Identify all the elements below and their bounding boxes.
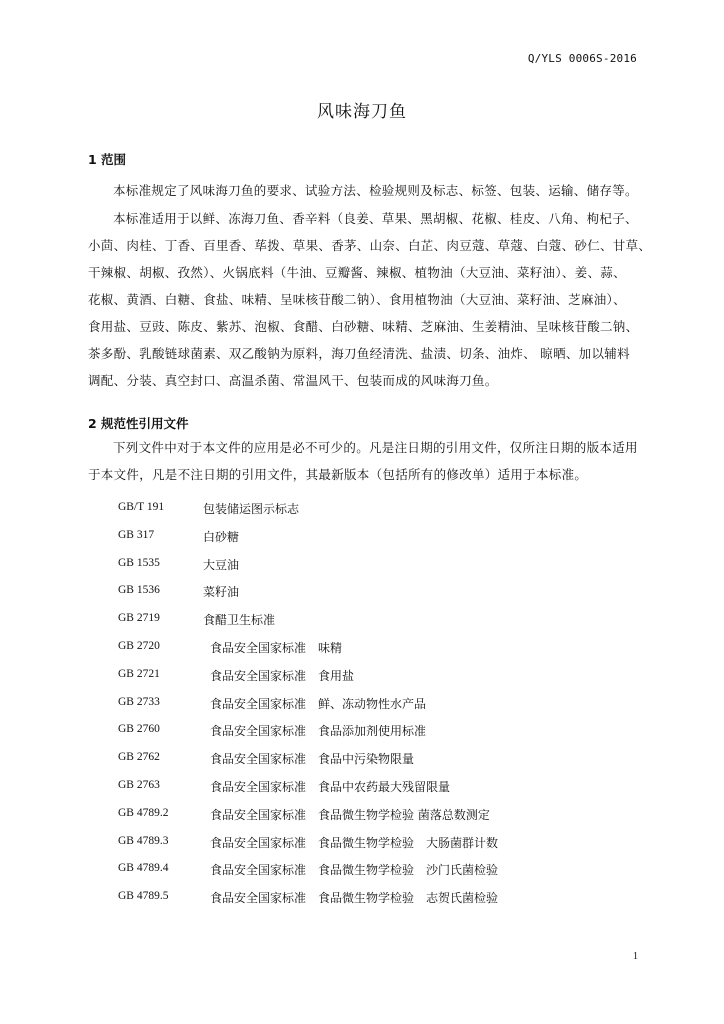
reference-code: GB 1536 <box>118 584 160 597</box>
reference-title: 白砂糖 <box>203 529 240 544</box>
reference-title: 食品安全国家标准 食品微生物学检验 沙门氏菌检验 <box>210 863 499 878</box>
text-line: 本标准适用于以鲜、冻海刀鱼、香辛料（良姜、草果、黑胡椒、花椒、桂皮、八角、枸杞子、 <box>113 211 638 226</box>
text-line: 茶多酚、乳酸链球菌素、双乙酸钠为原料，海刀鱼经清洗、盐渍、切条、油炸、 晾晒、加以辅料 <box>88 346 630 361</box>
reference-code: GB 317 <box>118 528 155 541</box>
reference-title: 包装储运图示标志 <box>203 502 300 516</box>
section-1-heading: 1 范围 <box>88 152 127 167</box>
reference-code: GB 2719 <box>118 612 160 625</box>
text-line: 本标准规定了风味海刀鱼的要求、试验方法、检验规则及标志、标签、包装、运输、储存等。 <box>113 183 638 198</box>
reference-code: GB/T 191 <box>118 501 165 513</box>
reference-code: GB 4789.5 <box>118 890 169 903</box>
section-2-paragraph <box>88 434 643 488</box>
section-1-paragraph-1 <box>88 177 643 204</box>
reference-code: GB 2721 <box>118 667 160 680</box>
reference-code: GB 4789.4 <box>118 862 169 875</box>
reference-title: 菜籽油 <box>203 585 240 600</box>
document-code: Q/YLS 0006S-2016 <box>527 52 637 65</box>
reference-title: 大豆油 <box>203 557 240 572</box>
text-line: 下列文件中对于本文件的应用是必不可少的。凡是注日期的引用文件，仅所注日期的版本适用 <box>113 440 638 455</box>
text-line: 干辣椒、胡椒、孜然）、火锅底料（牛油、豆瓣酱、辣椒、植物油（大豆油、菜籽油）、姜、蒜、 <box>88 265 626 280</box>
reference-code: GB 2763 <box>118 778 160 791</box>
text-line: 食用盐、豆豉、陈皮、紫苏、泡椒、食醋、白砂糖、味精、芝麻油、生姜精油、呈味核苷酸二钠、 <box>88 319 639 334</box>
reference-code: GB 4789.2 <box>118 806 169 819</box>
reference-title: 食品安全国家标准 食品微生物学检验 大肠菌群计数 <box>210 835 499 850</box>
reference-title: 食品安全国家标准 味精 <box>210 640 343 655</box>
reference-title: 食品安全国家标准 食品微生物学检验 志贺氏菌检验 <box>210 891 499 906</box>
document-title: 风味海刀鱼 <box>317 102 407 122</box>
reference-title: 食品安全国家标准 食品微生物学检验 菌落总数测定 <box>210 807 490 822</box>
section-1-paragraph-2 <box>88 205 652 394</box>
page-number: 1 <box>633 951 638 962</box>
reference-title: 食醋卫生标准 <box>203 613 276 628</box>
reference-title: 食品安全国家标准 食品中农药最大残留限量 <box>210 779 451 794</box>
reference-code: GB 2762 <box>118 751 160 764</box>
section-2-heading: 2 规范性引用文件 <box>88 416 189 431</box>
reference-code: GB 2733 <box>118 695 160 708</box>
reference-code: GB 4789.3 <box>118 834 169 847</box>
reference-title: 食品安全国家标准 鲜、冻动物性水产品 <box>210 696 427 711</box>
reference-code: GB 2760 <box>118 723 160 736</box>
reference-code: GB 2720 <box>118 639 160 652</box>
reference-title: 食品安全国家标准 食品中污染物限量 <box>210 752 415 767</box>
reference-title: 食品安全国家标准 食用盐 <box>210 668 355 683</box>
reference-title: 食品安全国家标准 食品添加剂使用标准 <box>210 724 427 739</box>
text-line: 花椒、黄酒、白糖、食盐、味精、呈味核苷酸二钠）、食用植物油（大豆油、菜籽油、芝麻油）、 <box>88 292 626 307</box>
text-line: 于本文件，凡是不注日期的引用文件，其最新版本（包括所有的修改单）适用于本标准。 <box>88 467 588 482</box>
reference-code: GB 1535 <box>118 556 160 569</box>
text-line: 调配、分装、真空封口、高温杀菌、常温风干、包装而成的风味海刀鱼。 <box>88 373 498 388</box>
text-line: 小茴、肉桂、丁香、百里香、荜拨、草果、香茅、山奈、白芷、肉豆蔻、草蔻、白蔻、砂仁、甘草、 <box>88 238 652 253</box>
